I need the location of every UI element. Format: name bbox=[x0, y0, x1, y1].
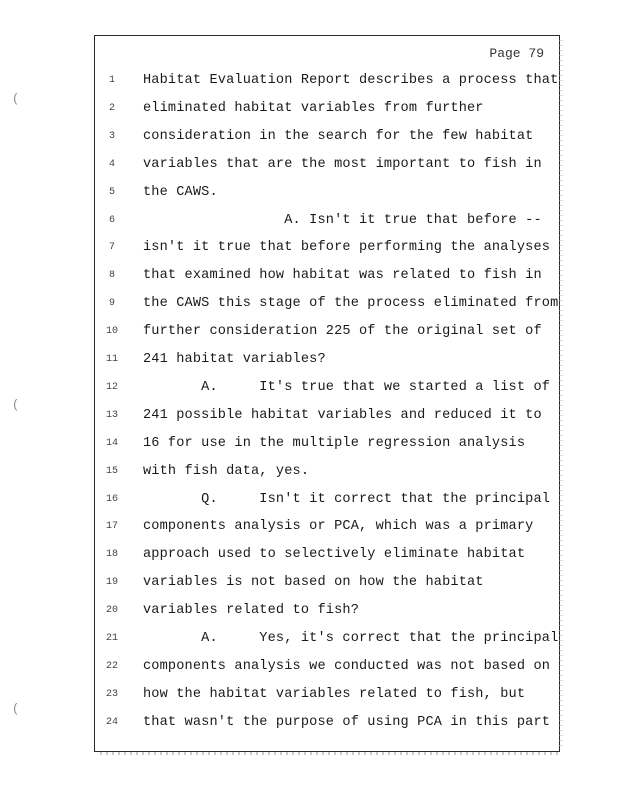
line-number: 5 bbox=[108, 186, 115, 198]
transcript-line bbox=[95, 545, 559, 573]
line-text: isn't it true that before performing the analyses bbox=[143, 240, 551, 256]
line-number: 11 bbox=[105, 354, 118, 365]
line-number: 23 bbox=[105, 688, 118, 700]
line-text: Q. Isn't it correct that the principal bbox=[143, 491, 551, 507]
line-text: the CAWS. bbox=[143, 184, 218, 200]
transcript-line bbox=[95, 183, 559, 211]
scan-edge-artifact bbox=[559, 40, 563, 750]
line-text: variables related to fish? bbox=[143, 603, 359, 619]
line-number: 22 bbox=[105, 660, 118, 672]
transcript-line bbox=[95, 127, 559, 155]
transcript-page bbox=[94, 35, 560, 752]
line-text: components analysis or PCA, which was a primary bbox=[143, 519, 534, 535]
line-number: 13 bbox=[105, 409, 118, 421]
page-number: Page 79 bbox=[489, 46, 544, 61]
line-number: 2 bbox=[108, 102, 115, 114]
transcript-line bbox=[95, 294, 559, 322]
transcript-line bbox=[95, 211, 559, 239]
line-number: 9 bbox=[108, 298, 115, 310]
transcript-line bbox=[95, 517, 559, 545]
transcript-line bbox=[95, 99, 559, 127]
line-text: 16 for use in the multiple regression analysis bbox=[143, 435, 526, 451]
transcript-line bbox=[95, 462, 559, 490]
transcript-line bbox=[95, 573, 559, 601]
transcript-line bbox=[95, 713, 559, 741]
line-number: 21 bbox=[105, 633, 118, 644]
line-text: eliminated habitat variables from further bbox=[143, 100, 484, 116]
line-text: how the habitat variables related to fish, but bbox=[143, 686, 526, 702]
line-number: 8 bbox=[108, 270, 115, 282]
line-number: 15 bbox=[105, 465, 118, 477]
line-text: variables that are the most important to fish in bbox=[143, 156, 542, 172]
transcript-line bbox=[95, 685, 559, 713]
line-text: variables is not based on how the habitat bbox=[143, 575, 484, 591]
line-text: Habitat Evaluation Report describes a process that bbox=[143, 73, 559, 88]
line-text: that examined how habitat was related to fish in bbox=[143, 268, 542, 284]
line-text: approach used to selectively eliminate habitat bbox=[143, 547, 526, 563]
transcript-line bbox=[95, 657, 559, 685]
line-number: 16 bbox=[105, 493, 118, 505]
line-text: A. It's true that we started a list of bbox=[143, 379, 551, 395]
line-number: 3 bbox=[108, 130, 115, 142]
transcript-line bbox=[95, 434, 559, 462]
line-text: the CAWS this stage of the process eliminated from bbox=[143, 296, 559, 312]
scan-bottom-artifact bbox=[100, 752, 558, 755]
line-number: 1 bbox=[108, 75, 115, 86]
transcript-line bbox=[95, 378, 559, 406]
line-text: A. Yes, it's correct that the principal bbox=[143, 631, 559, 646]
line-number: 19 bbox=[105, 577, 118, 589]
line-text: further consideration 225 of the original set of bbox=[143, 324, 542, 340]
transcript-line bbox=[95, 238, 559, 266]
line-number: 17 bbox=[105, 521, 118, 533]
line-number: 24 bbox=[105, 716, 118, 728]
transcript-line bbox=[95, 266, 559, 294]
line-number: 10 bbox=[105, 326, 118, 338]
transcript-line bbox=[95, 490, 559, 518]
binding-hole-mark: ( bbox=[12, 92, 20, 106]
line-number: 12 bbox=[105, 381, 118, 393]
line-text: with fish data, yes. bbox=[143, 463, 310, 479]
binding-hole-mark: ( bbox=[12, 398, 20, 412]
transcript-line bbox=[95, 155, 559, 183]
line-number: 6 bbox=[108, 214, 115, 226]
line-number: 7 bbox=[108, 242, 115, 254]
transcript-line bbox=[95, 71, 559, 99]
transcript-line bbox=[95, 350, 559, 378]
line-number: 14 bbox=[105, 437, 118, 449]
binding-hole-mark: ( bbox=[12, 702, 20, 716]
line-text: that wasn't the purpose of using PCA in this part bbox=[143, 714, 551, 730]
transcript-line bbox=[95, 406, 559, 434]
line-number: 18 bbox=[105, 549, 118, 561]
line-number: 4 bbox=[108, 158, 115, 170]
line-text: A. Isn't it true that before -- bbox=[143, 212, 542, 228]
line-text: consideration in the search for the few habitat bbox=[143, 128, 534, 144]
line-text: components analysis we conducted was not based on bbox=[143, 658, 551, 674]
line-text: 241 habitat variables? bbox=[143, 352, 326, 367]
line-number: 20 bbox=[105, 605, 118, 617]
line-text: 241 possible habitat variables and reduced it to bbox=[143, 407, 542, 423]
transcript-line bbox=[95, 322, 559, 350]
transcript-line bbox=[95, 629, 559, 657]
transcript-line bbox=[95, 601, 559, 629]
